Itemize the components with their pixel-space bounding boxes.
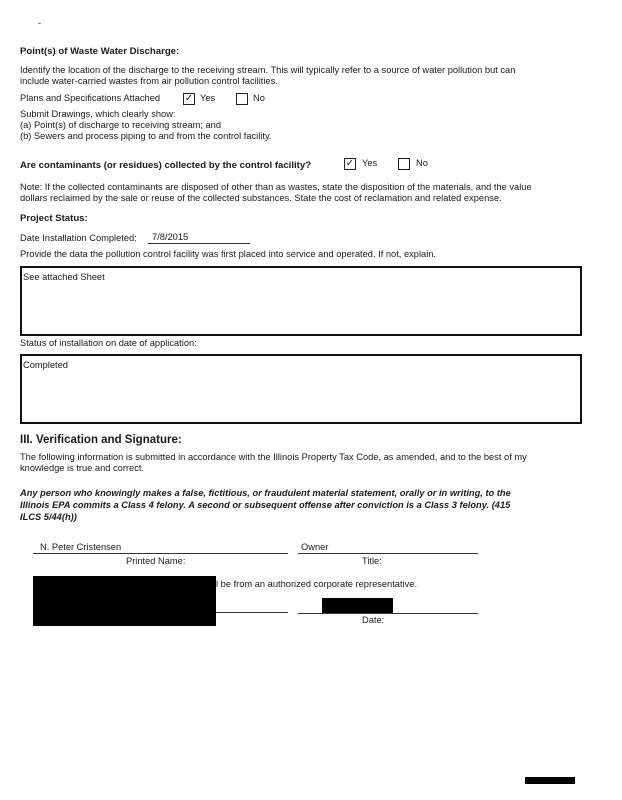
provide-text: Provide the data the pollution control facility was first placed into service and operated. If not, explain.: [20, 249, 437, 259]
warning-line3: ILCS 5/44(h)): [20, 512, 77, 522]
verification-line2: knowledge is true and correct.: [20, 463, 145, 473]
title-value[interactable]: Owner: [301, 542, 329, 552]
signature-redaction: [33, 576, 216, 626]
submit-line2: (a) Point(s) of discharge to receiving stream; and: [20, 120, 222, 130]
printed-name-line: [33, 553, 288, 554]
note-line1: Note: If the collected contaminants are disposed of other than as wastes, state the disposition of the materials, and the value: [20, 182, 532, 192]
plans-yes-checkbox[interactable]: ✓: [184, 93, 194, 104]
title-line: [298, 553, 478, 554]
verification-heading: III. Verification and Signature:: [20, 434, 182, 446]
status-label: Status of installation on date of application:: [20, 338, 197, 348]
status-box[interactable]: [20, 354, 582, 424]
date-installation-value[interactable]: 7/8/2015: [152, 232, 189, 242]
plans-yes-label: Yes: [200, 93, 216, 103]
note-line2: dollars reclaimed by the sale or reuse of the collected substances. State the cost of reclamation and related expense.: [20, 193, 502, 203]
contaminants-yes-checkbox[interactable]: ✓: [345, 158, 355, 169]
warning-line1: Any person who knowingly makes a false, fictitious, or fraudulent material statement, orally or in writing, to the: [20, 488, 511, 498]
date-installation-underline: [148, 243, 250, 244]
date-redaction: [322, 598, 393, 613]
discharge-desc-line2: include water-carried wastes from air pollution control facilities.: [20, 76, 278, 86]
top-mark: -: [38, 18, 42, 28]
date-installation-label: Date Installation Completed:: [20, 233, 137, 243]
status-box-text: Completed: [23, 360, 68, 370]
verification-line1: The following information is submitted in accordance with the Illinois Property Tax Code, as amended, and to the best of my: [20, 452, 527, 462]
explanation-box[interactable]: [20, 266, 582, 336]
signature-note: l be from an authorized corporate representative.: [216, 579, 418, 589]
date-line: [298, 613, 478, 614]
explanation-box-text: See attached Sheet: [23, 272, 105, 282]
discharge-heading: Point(s) of Waste Water Discharge:: [20, 46, 180, 57]
plans-no-checkbox[interactable]: [236, 93, 248, 105]
footer-redaction-bar: [525, 777, 575, 784]
signature-line: [216, 612, 288, 613]
printed-name-value[interactable]: N. Peter Cristensen: [40, 542, 122, 552]
plans-no-label: No: [253, 93, 265, 103]
project-status-heading: Project Status:: [20, 213, 88, 224]
title-label: Title:: [362, 556, 382, 566]
submit-line3: (b) Sewers and process piping to and from the control facility.: [20, 131, 272, 141]
contaminants-yes-label: Yes: [362, 158, 378, 168]
discharge-desc-line1: Identify the location of the discharge to the receiving stream. This will typically refer to a source of water pollution but can: [20, 65, 516, 75]
submit-line1: Submit Drawings, which clearly show:: [20, 109, 176, 119]
plans-label: Plans and Specifications Attached: [20, 93, 161, 103]
printed-name-label: Printed Name:: [126, 556, 186, 566]
contaminants-no-label: No: [416, 158, 428, 168]
contaminants-question: Are contaminants (or residues) collected by the control facility?: [20, 160, 312, 171]
contaminants-no-checkbox[interactable]: [398, 158, 410, 170]
warning-line2: Illinois EPA commits a Class 4 felony. A second or subsequent offense after conviction is a Class 3 felony. (415: [20, 500, 511, 510]
date-label: Date:: [362, 615, 385, 625]
